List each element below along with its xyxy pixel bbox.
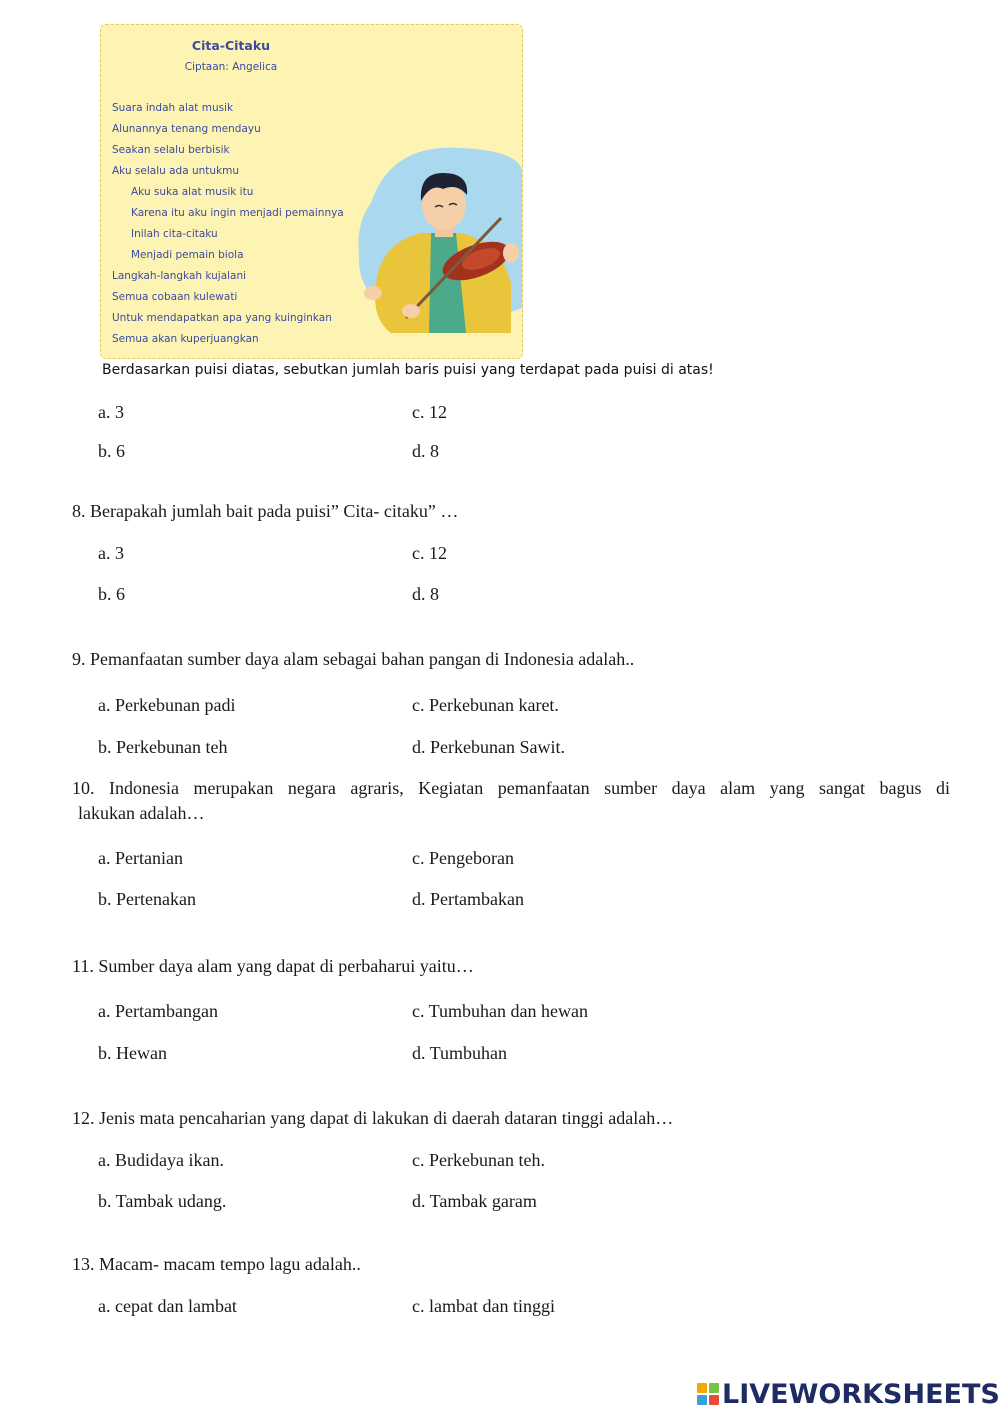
logo-square-icon — [709, 1383, 719, 1393]
logo-square-icon — [709, 1395, 719, 1405]
question-7-instruction: Berdasarkan puisi diatas, sebutkan jumlah baris puisi yang terdapat pada puisi di atas! — [102, 362, 714, 378]
q11-option-b[interactable]: b. Hewan — [98, 1043, 167, 1063]
violin-player-illustration — [351, 133, 522, 358]
poem-line: Langkah-langkah kujalani — [112, 270, 247, 282]
logo-square-icon — [697, 1395, 707, 1405]
poem-line: Untuk mendapatkan apa yang kuinginkan — [112, 312, 332, 324]
poem-title: Cita-Citaku — [191, 38, 271, 53]
poem-line: Semua cobaan kulewati — [112, 291, 238, 303]
q9-option-c[interactable]: c. Perkebunan karet. — [412, 695, 559, 715]
brand-name: LIVEWORKSHEETS — [722, 1378, 1000, 1410]
q10-option-a[interactable]: a. Pertanian — [98, 848, 183, 868]
q12-option-b[interactable]: b. Tambak udang. — [98, 1191, 227, 1211]
q8-option-c[interactable]: c. 12 — [412, 543, 447, 563]
q10-option-c[interactable]: c. Pengeboran — [412, 848, 514, 868]
q12-option-c[interactable]: c. Perkebunan teh. — [412, 1150, 545, 1170]
q11-option-d[interactable]: d. Tumbuhan — [412, 1043, 508, 1063]
q8-option-a[interactable]: a. 3 — [98, 543, 124, 563]
poem-line: Semua akan kuperjuangkan — [112, 333, 259, 345]
question-12: 12. Jenis mata pencaharian yang dapat di lakukan di daerah dataran tinggi adalah… — [72, 1108, 674, 1128]
question-10-line2: lakukan adalah… — [78, 803, 205, 823]
poem-line: Suara indah alat musik — [112, 102, 234, 114]
q9-option-d[interactable]: d. Perkebunan Sawit. — [412, 737, 565, 757]
q12-option-d[interactable]: d. Tambak garam — [412, 1191, 537, 1211]
question-10-line1: 10. Indonesia merupakan negara agraris, Kegiatan pemanfaatan sumber daya alam yang sangat bagus di — [72, 778, 950, 798]
poem-line: Karena itu aku ingin menjadi pemainnya — [131, 207, 344, 219]
q7-option-d[interactable]: d. 8 — [412, 441, 439, 461]
question-13: 13. Macam- macam tempo lagu adalah.. — [72, 1254, 361, 1274]
poem-line: Menjadi pemain biola — [131, 249, 244, 261]
q12-option-a[interactable]: a. Budidaya ikan. — [98, 1150, 224, 1170]
question-8: 8. Berapakah jumlah bait pada puisi” Cita- citaku” … — [72, 501, 459, 521]
poem-author: Ciptaan: Angelica — [184, 61, 278, 73]
poem-line: Inilah cita-citaku — [131, 228, 218, 240]
question-9: 9. Pemanfaatan sumber daya alam sebagai bahan pangan di Indonesia adalah.. — [72, 649, 635, 669]
q7-option-a[interactable]: a. 3 — [98, 402, 124, 422]
poem-card — [100, 24, 523, 359]
poem-line: Aku selalu ada untukmu — [112, 165, 240, 177]
poem-line: Aku suka alat musik itu — [131, 186, 254, 198]
q13-option-c[interactable]: c. lambat dan tinggi — [412, 1296, 555, 1316]
poem-line: Seakan selalu berbisik — [112, 144, 230, 156]
question-11: 11. Sumber daya alam yang dapat di perbaharui yaitu… — [72, 956, 474, 976]
logo-square-icon — [697, 1383, 707, 1393]
liveworksheets-logo — [697, 1379, 1000, 1409]
q10-option-b[interactable]: b. Pertenakan — [98, 889, 196, 909]
q10-option-d[interactable]: d. Pertambakan — [412, 889, 524, 909]
q9-option-a[interactable]: a. Perkebunan padi — [98, 695, 236, 715]
q8-option-b[interactable]: b. 6 — [98, 584, 125, 604]
q13-option-a[interactable]: a. cepat dan lambat — [98, 1296, 237, 1316]
q11-option-a[interactable]: a. Pertambangan — [98, 1001, 218, 1021]
liveworksheets-logo-icon — [697, 1383, 719, 1405]
q9-option-b[interactable]: b. Perkebunan teh — [98, 737, 228, 757]
q7-option-c[interactable]: c. 12 — [412, 402, 447, 422]
question-10 — [72, 776, 950, 826]
q8-option-d[interactable]: d. 8 — [412, 584, 439, 604]
q7-option-b[interactable]: b. 6 — [98, 441, 125, 461]
q11-option-c[interactable]: c. Tumbuhan dan hewan — [412, 1001, 588, 1021]
poem-line: Alunannya tenang mendayu — [112, 123, 261, 135]
